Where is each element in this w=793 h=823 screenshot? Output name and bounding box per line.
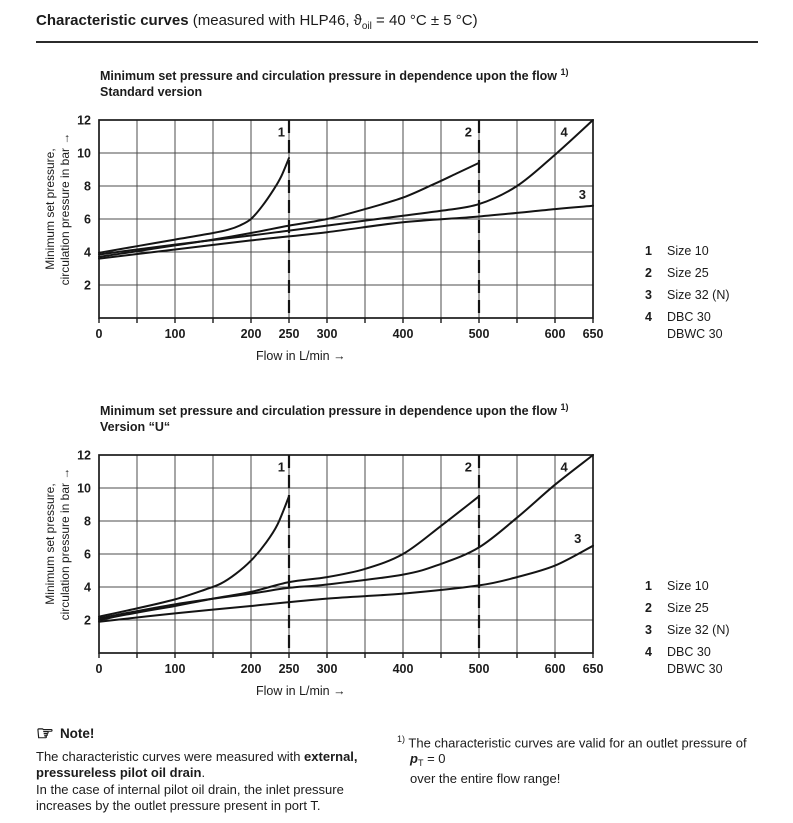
y-tick-label: 2 [84,613,91,628]
curve-3 [99,546,593,622]
note-section [36,723,398,815]
curve-number-label: 2 [464,124,472,140]
legend-item-number: 1 [645,579,652,593]
legend-item [645,619,730,641]
x-tick-label: 200 [240,327,262,341]
legend [645,575,730,680]
note-heading: ☞ Note! [36,723,95,745]
curve-number-label: 3 [578,187,586,203]
footnote-ref: 1) [560,67,569,77]
page-title [36,12,758,43]
curve-4 [99,455,593,618]
legend-item-label: Size 32 (N) [667,288,730,302]
x-tick-label: 0 [95,327,103,341]
chart-canvas-version-u [49,445,609,685]
y-axis-label: Minimum set pressure, circulation pressure in bar → [43,467,72,621]
y-tick-label: 6 [84,547,91,562]
footnote-ref: 1) [560,402,569,412]
y-tick-label: 4 [84,580,91,595]
chart-block-standard [0,64,793,399]
legend-item-number: 4 [645,310,652,324]
x-tick-label: 500 [468,662,490,676]
chart-subtitle: Standard version [100,85,203,99]
y-tick-label: 8 [84,179,91,194]
x-tick-label: 600 [544,327,566,341]
curve-number-label: 1 [277,459,286,475]
legend [645,240,730,345]
x-tick-label: 100 [164,327,186,341]
legend-item-label: Size 10 [667,579,709,593]
legend-item-number: 3 [645,288,652,302]
legend-item [645,641,730,680]
chart-canvas-standard [49,110,609,350]
x-tick-label: 200 [240,662,262,676]
x-tick-label: 600 [544,662,566,676]
legend-item-number: 2 [645,601,652,615]
y-tick-label: 4 [84,245,91,260]
legend-item-number: 1 [645,244,652,258]
footnote-line-1: $^{1)}$ The characteristic curves are valid for an outlet pressure of [397,734,747,751]
page-title-bold: Characteristic curves [36,12,189,29]
chart-svg [49,445,609,685]
legend-item-label: DBC 30 DBWC 30 [667,310,723,341]
curve-4 [99,120,593,255]
x-axis-label: Flow in L/min → [256,684,346,698]
legend-item-label: Size 25 [667,266,709,280]
legend-item-number: 3 [645,623,652,637]
legend-item [645,284,730,306]
x-tick-label: 250 [278,327,300,341]
theta-subscript: oil [361,21,372,32]
legend-item-number: 2 [645,266,652,280]
x-tick-label: 400 [392,327,414,341]
footnote-formula: $p_T = 0$ [410,751,446,769]
x-tick-label: 300 [316,327,338,341]
y-tick-label: 10 [77,481,91,496]
y-tick-label: 8 [84,514,91,529]
y-tick-label: 12 [77,448,91,463]
y-tick-label: 12 [77,113,91,128]
legend-item [645,306,730,345]
footnote-section [397,731,767,787]
note-paragraph-2: In the case of internal pilot oil drain, the inlet pressure increases by the outlet pressure present in port T. [36,781,344,813]
legend-item [645,262,730,284]
curve-number-label: 1 [277,124,286,140]
curve-number-label: 4 [560,124,568,140]
legend-item [645,597,730,619]
y-tick-label: 6 [84,212,91,227]
footnote-marker: 1) [397,734,406,744]
x-tick-label: 100 [164,662,186,676]
chart-title: Minimum set pressure and circulation pressure in dependence upon the flow $^{1)}$ [100,402,569,419]
chart-block-version-u [0,399,793,734]
note-paragraph-1: The characteristic curves were measured with external, pressureless pilot oil drain. [36,748,358,780]
x-tick-label: 500 [468,327,490,341]
legend-item [645,240,730,262]
x-tick-label: 0 [95,662,103,676]
theta-symbol: ϑ [353,12,362,29]
legend-item-label: DBC 30 DBWC 30 [667,645,723,676]
pointing-hand-icon: ☞ [36,723,54,745]
chart-svg [49,110,609,350]
page-title-normal-2: = 40 °C ± 5 °C) [371,12,478,29]
legend-item-label: Size 32 (N) [667,623,730,637]
x-tick-label: 400 [392,662,414,676]
legend-item-number: 4 [645,645,652,659]
curve-1 [99,496,289,616]
legend-item-label: Size 10 [667,244,709,258]
y-tick-label: 2 [84,278,91,293]
page-title-normal-1: (measured with HLP46, [188,12,354,29]
curve-number-label: 2 [464,459,472,475]
y-tick-label: 10 [77,146,91,161]
legend-item [645,575,730,597]
x-tick-label: 650 [582,327,604,341]
legend-item-label: Size 25 [667,601,709,615]
footnote-line-3: over the entire flow range! [410,771,561,787]
chart-subtitle: Version “U“ [100,420,171,434]
x-tick-label: 650 [582,662,604,676]
curve-number-label: 3 [574,531,582,547]
chart-title: Minimum set pressure and circulation pressure in dependence upon the flow $^{1)}$ [100,67,569,84]
x-tick-label: 300 [316,662,338,676]
curve-number-label: 4 [560,459,568,475]
x-tick-label: 250 [278,662,300,676]
x-axis-label: Flow in L/min → [256,349,346,363]
y-axis-label: Minimum set pressure, circulation pressure in bar → [43,132,72,286]
